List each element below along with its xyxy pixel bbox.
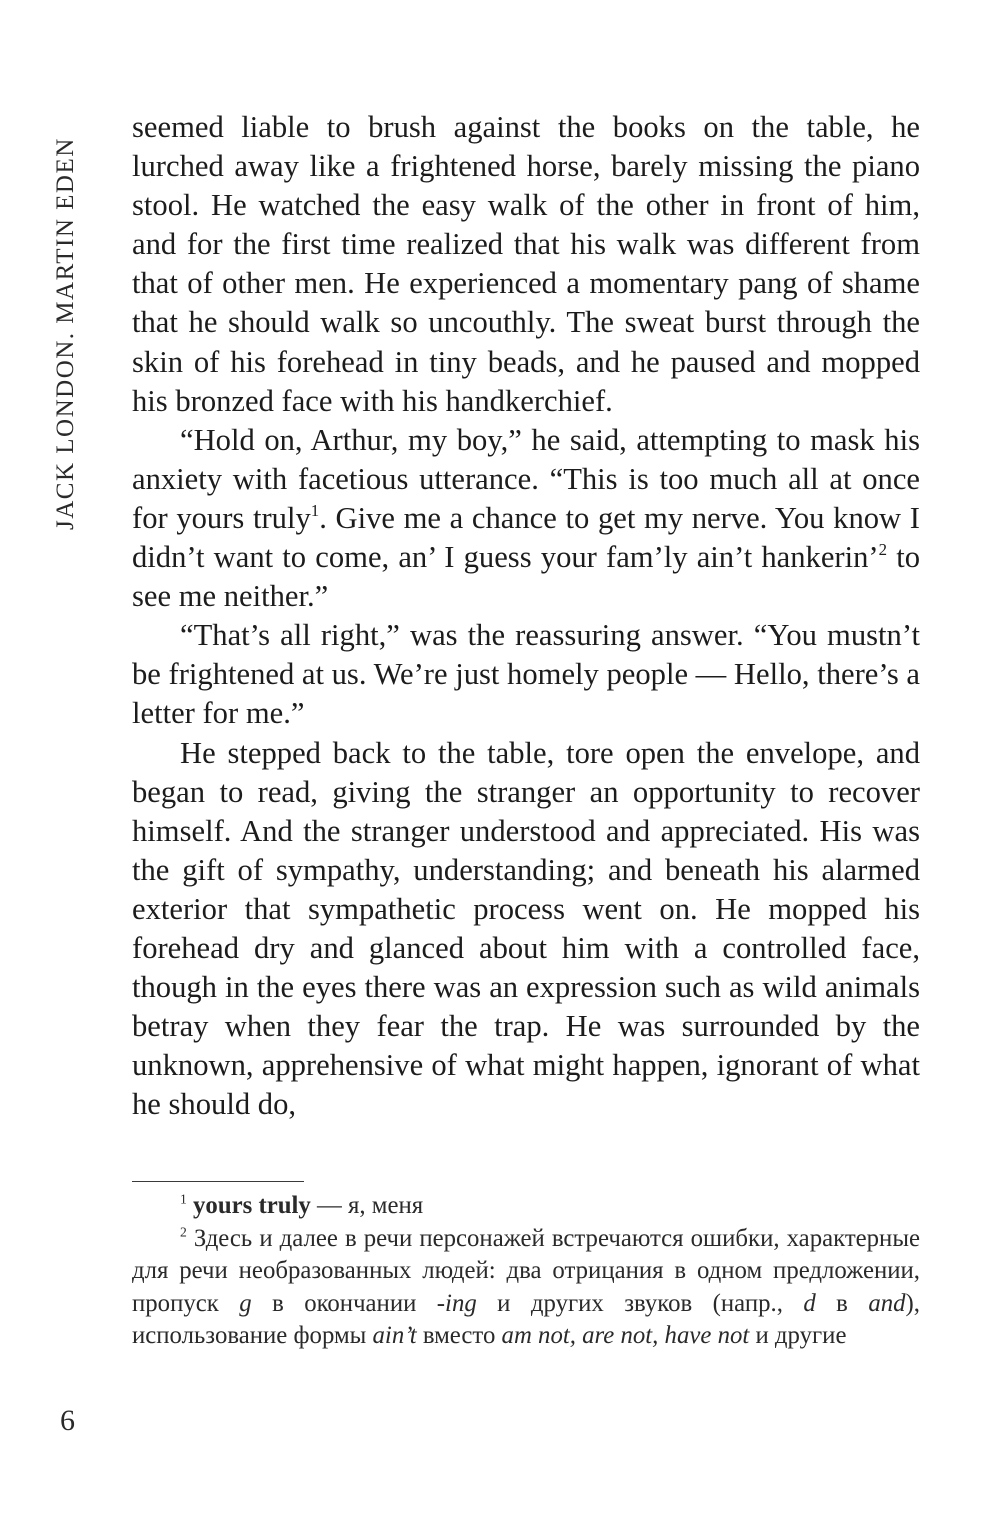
- footnote-2-text-6: вместо: [416, 1322, 502, 1349]
- footnote-2-italic-6: am not, are not, have not: [501, 1322, 750, 1349]
- footnote-2-italic-2: -ing: [436, 1289, 477, 1317]
- paragraph-2-part-2: . Give me a chance to get my nerve. You know I didn’t want to come, an’ I guess your fam’ly ain’t hankerin’: [132, 500, 920, 575]
- footnote-2-italic-5: ain’t: [372, 1322, 417, 1349]
- running-head: JACK LONDON. MARTIN EDEN: [52, 137, 79, 530]
- footnote-ref-1: 1: [310, 501, 320, 521]
- footnote-2: [132, 1223, 920, 1353]
- footnote-1: [132, 1190, 920, 1223]
- footnote-2-text-7: и другие: [749, 1322, 847, 1349]
- footnote-2-marker: 2: [180, 1223, 187, 1239]
- footnotes: [132, 1190, 920, 1353]
- body-text: [132, 108, 920, 1124]
- paragraph-1: seemed liable to brush against the books on the table, he lurched away like a frightened horse, barely missing the piano stool. He watched the easy walk of the other in front of him, and for the first time realized that his walk was different from that of other men. He experienced a momentary pang of shame that he should walk so uncouthly. The sweat burst through the skin of his forehead in tiny beads, and he paused and mopped his bronzed face with his handkerchief.: [132, 110, 920, 418]
- paragraph-2-part-1: “Hold on, Arthur, my boy,” he said, attempting to mask his anxiety with facetious utterance. “This is too much all at once for yours truly: [132, 422, 920, 535]
- paragraph-3: “That’s all right,” was the reassuring answer. “You mustn’t be frightened at us. We’re just homely people — Hello, there’s a letter for me.”: [132, 618, 920, 731]
- footnote-2-italic-1: g: [239, 1289, 252, 1317]
- footnote-divider: [132, 1181, 304, 1182]
- footnote-2-text-1: Здесь и далее в речи персонажей встречаются ошибки, характерные для речи необразованных людей: два отрицания в одном предложении, пропуск: [132, 1224, 920, 1317]
- footnote-1-definition: — я, меня: [310, 1192, 424, 1219]
- page-number: 6: [60, 1404, 75, 1437]
- footnote-2-text-3: и других звуков (напр.,: [476, 1289, 804, 1317]
- footnote-2-italic-4: and: [868, 1289, 906, 1317]
- paragraph-2: [132, 421, 920, 616]
- footnote-2-text-4: в: [815, 1289, 869, 1317]
- footnote-ref-2: 2: [878, 540, 888, 560]
- footnote-2-text-2: в окончании: [251, 1289, 437, 1317]
- footnote-1-term: yours truly: [193, 1192, 311, 1219]
- footnote-2-text-5: ), использование формы: [132, 1289, 920, 1349]
- paragraph-2-part-3: to see me neither.”: [132, 540, 920, 614]
- footnote-2-italic-3: d: [803, 1289, 816, 1317]
- paragraph-4: He stepped back to the table, tore open the envelope, and began to read, giving the stranger an opportunity to recover himself. And the stranger understood and appreciated. His was the gift of sympathy, understanding; and beneath his alarmed exterior that sympathetic process went on. He mopped his forehead dry and glanced about him with a controlled face, though in the eyes there was an expression such as wild animals betray when they fear the trap. He was surrounded by the unknown, apprehensive of what might happen, ignorant of what he should do,: [132, 735, 920, 1122]
- footnote-1-marker: 1: [180, 1191, 187, 1207]
